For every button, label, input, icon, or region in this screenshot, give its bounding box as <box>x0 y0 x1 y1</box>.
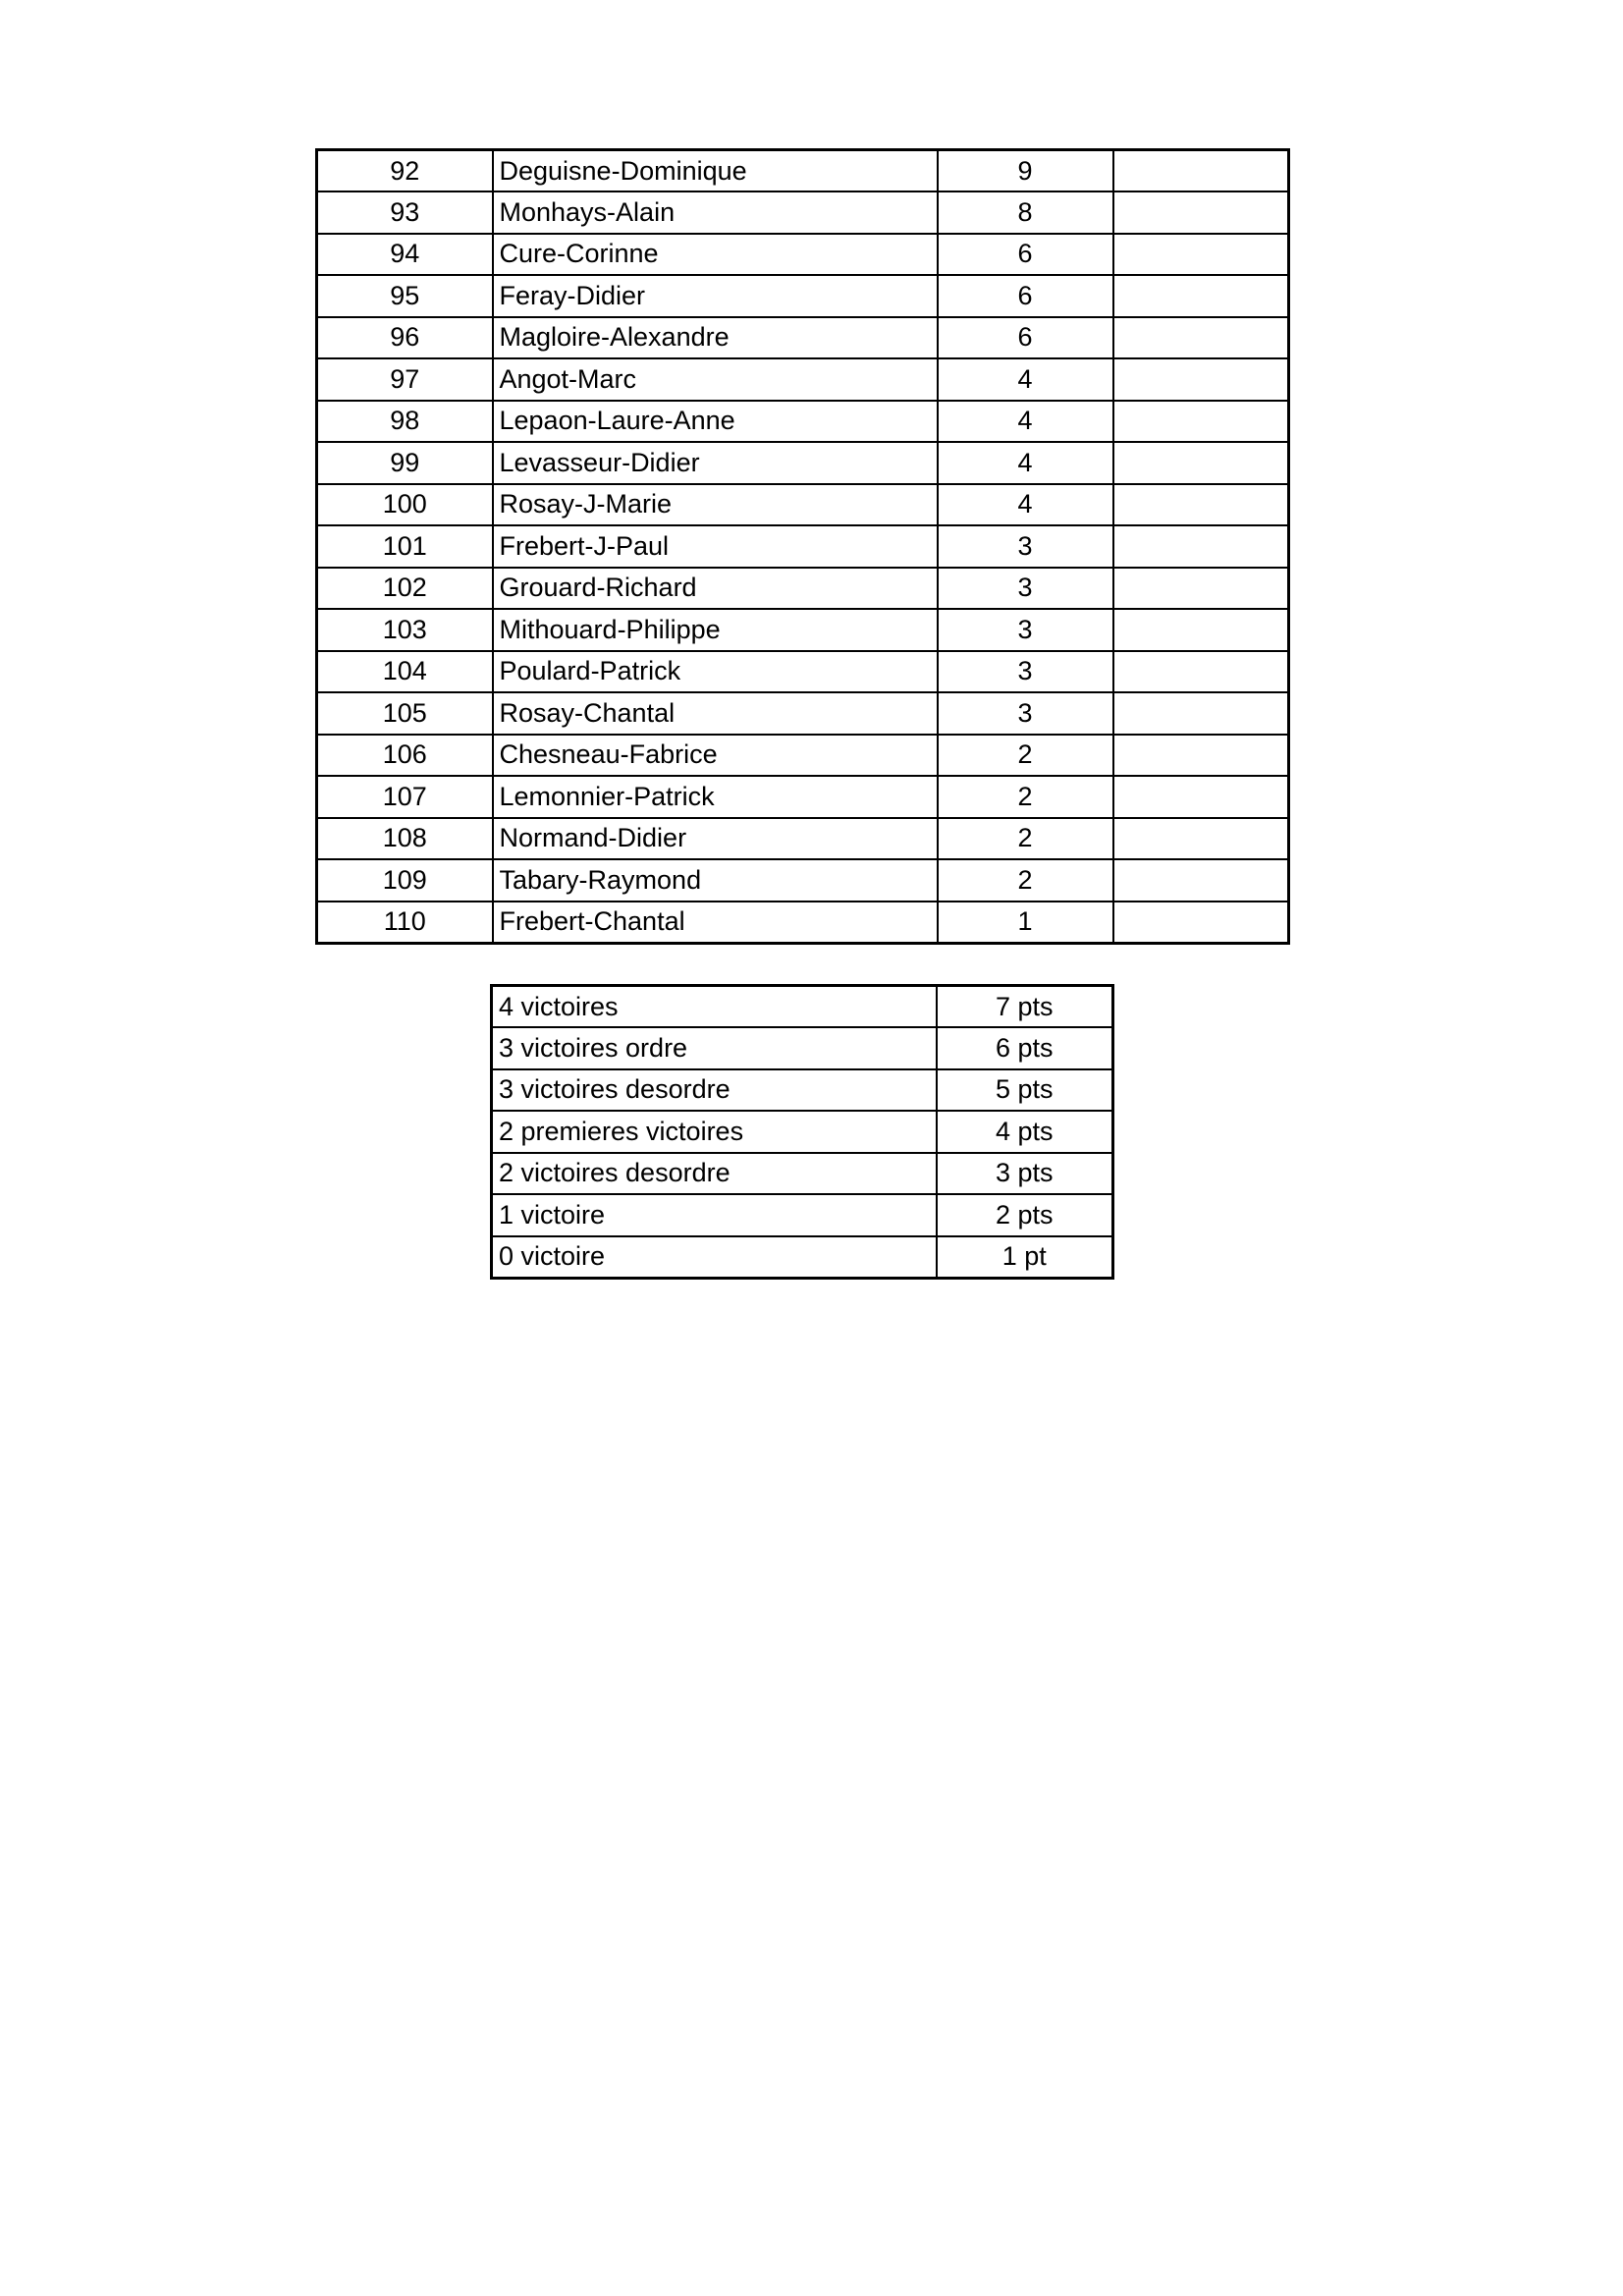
table-row <box>317 525 1289 568</box>
player-name-cell: Lemonnier-Patrick <box>493 776 938 818</box>
table-row <box>317 735 1289 777</box>
rank-cell: 98 <box>317 401 493 443</box>
points-cell: 3 <box>938 609 1113 651</box>
empty-cell <box>1113 651 1289 693</box>
scoring-table-body <box>492 986 1113 1279</box>
player-name-cell: Tabary-Raymond <box>493 859 938 902</box>
table-row <box>317 317 1289 359</box>
rank-cell: 106 <box>317 735 493 777</box>
rank-cell: 108 <box>317 818 493 860</box>
points-cell: 6 <box>938 275 1113 317</box>
empty-cell <box>1113 735 1289 777</box>
points-cell: 2 <box>938 776 1113 818</box>
table-row <box>317 234 1289 276</box>
rank-cell: 94 <box>317 234 493 276</box>
empty-cell <box>1113 234 1289 276</box>
table-row <box>317 358 1289 401</box>
points-cell: 3 <box>938 525 1113 568</box>
table-row <box>317 401 1289 443</box>
player-name-cell: Monhays-Alain <box>493 191 938 234</box>
points-cell: 4 <box>938 358 1113 401</box>
empty-cell <box>1113 191 1289 234</box>
empty-cell <box>1113 902 1289 944</box>
rank-cell: 100 <box>317 484 493 526</box>
empty-cell <box>1113 275 1289 317</box>
rank-cell: 97 <box>317 358 493 401</box>
points-cell: 4 <box>938 401 1113 443</box>
scoring-value-cell: 4 pts <box>937 1111 1113 1153</box>
points-cell: 2 <box>938 818 1113 860</box>
scoring-value-cell: 5 pts <box>937 1069 1113 1112</box>
empty-cell <box>1113 484 1289 526</box>
scoring-value-cell: 1 pt <box>937 1236 1113 1279</box>
player-name-cell: Grouard-Richard <box>493 568 938 610</box>
points-cell: 8 <box>938 191 1113 234</box>
empty-cell <box>1113 609 1289 651</box>
rank-cell: 105 <box>317 692 493 735</box>
table-row <box>317 150 1289 192</box>
empty-cell <box>1113 317 1289 359</box>
table-row <box>492 1027 1113 1069</box>
rank-cell: 107 <box>317 776 493 818</box>
table-row <box>492 1194 1113 1236</box>
points-cell: 1 <box>938 902 1113 944</box>
scoring-label-cell: 3 victoires ordre <box>492 1027 937 1069</box>
table-row <box>492 1153 1113 1195</box>
points-cell: 3 <box>938 651 1113 693</box>
rank-cell: 92 <box>317 150 493 192</box>
empty-cell <box>1113 568 1289 610</box>
rank-cell: 102 <box>317 568 493 610</box>
points-cell: 2 <box>938 859 1113 902</box>
scoring-label-cell: 2 victoires desordre <box>492 1153 937 1195</box>
table-row <box>492 1236 1113 1279</box>
rank-cell: 109 <box>317 859 493 902</box>
table-row <box>317 776 1289 818</box>
player-name-cell: Mithouard-Philippe <box>493 609 938 651</box>
points-cell: 3 <box>938 692 1113 735</box>
table-row <box>317 692 1289 735</box>
scoring-label-cell: 3 victoires desordre <box>492 1069 937 1112</box>
player-name-cell: Deguisne-Dominique <box>493 150 938 192</box>
points-cell: 4 <box>938 442 1113 484</box>
table-row <box>317 568 1289 610</box>
scoring-label-cell: 1 victoire <box>492 1194 937 1236</box>
player-name-cell: Frebert-J-Paul <box>493 525 938 568</box>
scoring-value-cell: 6 pts <box>937 1027 1113 1069</box>
rank-cell: 104 <box>317 651 493 693</box>
empty-cell <box>1113 818 1289 860</box>
empty-cell <box>1113 692 1289 735</box>
scoring-label-cell: 4 victoires <box>492 986 937 1028</box>
player-name-cell: Magloire-Alexandre <box>493 317 938 359</box>
table-row <box>317 484 1289 526</box>
player-name-cell: Levasseur-Didier <box>493 442 938 484</box>
scoring-value-cell: 2 pts <box>937 1194 1113 1236</box>
player-name-cell: Frebert-Chantal <box>493 902 938 944</box>
table-row <box>317 275 1289 317</box>
player-name-cell: Chesneau-Fabrice <box>493 735 938 777</box>
points-cell: 6 <box>938 317 1113 359</box>
table-row <box>317 902 1289 944</box>
player-name-cell: Poulard-Patrick <box>493 651 938 693</box>
rank-cell: 99 <box>317 442 493 484</box>
table-row <box>492 1069 1113 1112</box>
player-name-cell: Feray-Didier <box>493 275 938 317</box>
player-name-cell: Lepaon-Laure-Anne <box>493 401 938 443</box>
table-row <box>317 859 1289 902</box>
scoring-value-cell: 7 pts <box>937 986 1113 1028</box>
empty-cell <box>1113 401 1289 443</box>
points-cell: 2 <box>938 735 1113 777</box>
player-name-cell: Cure-Corinne <box>493 234 938 276</box>
rank-cell: 101 <box>317 525 493 568</box>
points-cell: 9 <box>938 150 1113 192</box>
scoring-table <box>490 984 1114 1280</box>
table-row <box>317 442 1289 484</box>
table-row <box>317 191 1289 234</box>
ranking-table-body <box>317 150 1289 944</box>
rank-cell: 110 <box>317 902 493 944</box>
rank-cell: 96 <box>317 317 493 359</box>
scoring-label-cell: 2 premieres victoires <box>492 1111 937 1153</box>
empty-cell <box>1113 776 1289 818</box>
player-name-cell: Rosay-J-Marie <box>493 484 938 526</box>
ranking-table <box>315 148 1290 945</box>
player-name-cell: Angot-Marc <box>493 358 938 401</box>
table-row <box>492 986 1113 1028</box>
player-name-cell: Normand-Didier <box>493 818 938 860</box>
points-cell: 3 <box>938 568 1113 610</box>
empty-cell <box>1113 358 1289 401</box>
scoring-label-cell: 0 victoire <box>492 1236 937 1279</box>
table-row <box>317 651 1289 693</box>
empty-cell <box>1113 150 1289 192</box>
scoring-value-cell: 3 pts <box>937 1153 1113 1195</box>
points-cell: 6 <box>938 234 1113 276</box>
table-row <box>492 1111 1113 1153</box>
table-row <box>317 818 1289 860</box>
empty-cell <box>1113 442 1289 484</box>
rank-cell: 103 <box>317 609 493 651</box>
points-cell: 4 <box>938 484 1113 526</box>
rank-cell: 93 <box>317 191 493 234</box>
table-row <box>317 609 1289 651</box>
empty-cell <box>1113 859 1289 902</box>
player-name-cell: Rosay-Chantal <box>493 692 938 735</box>
rank-cell: 95 <box>317 275 493 317</box>
empty-cell <box>1113 525 1289 568</box>
